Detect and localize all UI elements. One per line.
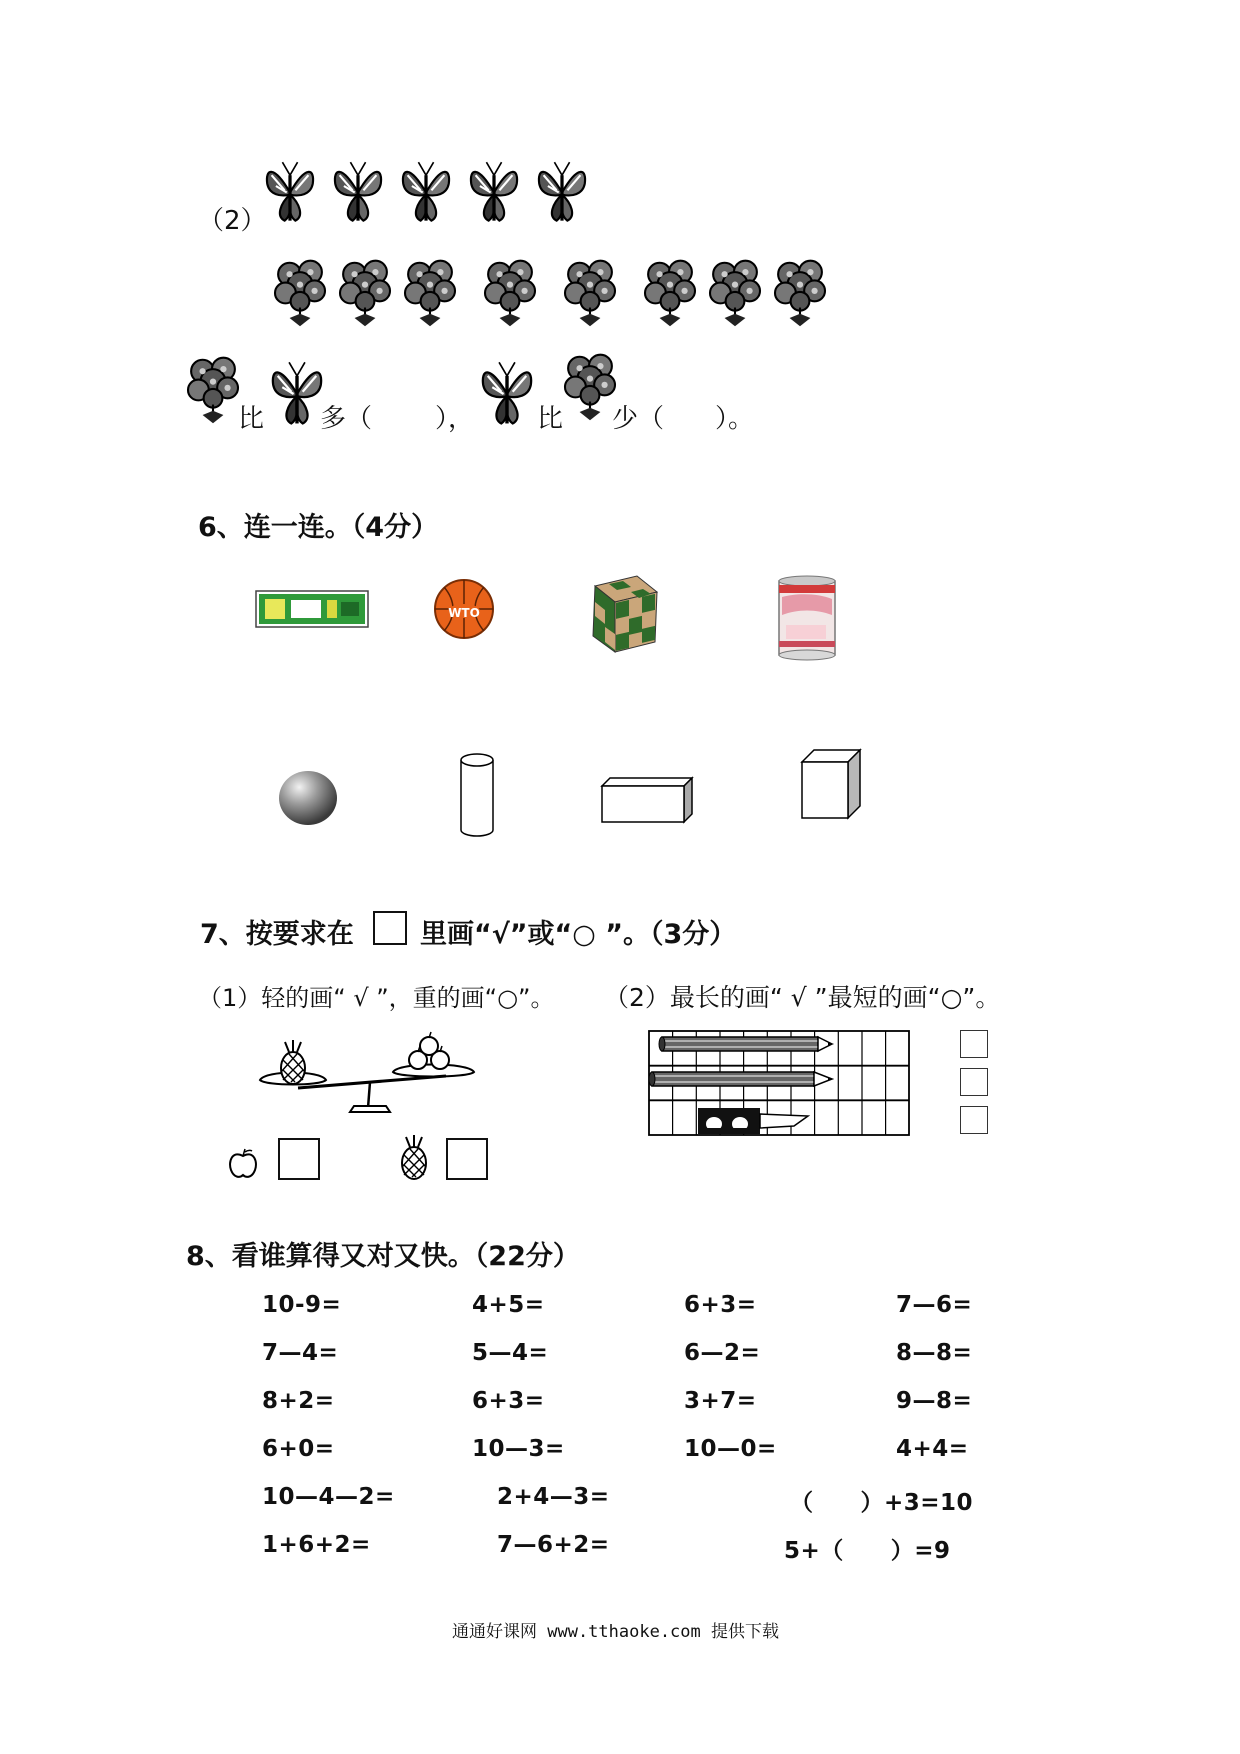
toothpaste-box-icon [255, 590, 370, 628]
flower-icon [645, 258, 695, 330]
q7-title-b: 里画“√”或“○ ”。（3分） [420, 919, 737, 950]
calc-item: 1+6+2= [262, 1532, 371, 1558]
calc-item: 8+2= [262, 1388, 335, 1414]
calc-item: 6+3= [684, 1292, 757, 1318]
calc-item: 10—3= [472, 1436, 565, 1462]
basketball-icon [434, 577, 494, 641]
calc-item: 10—0= [684, 1436, 777, 1462]
length-answer-box-3[interactable] [960, 1106, 988, 1134]
ball-text: WTO [448, 606, 480, 620]
calc-item: 8—8= [896, 1340, 973, 1366]
flower-icon [710, 258, 760, 330]
pineapple-answer-box[interactable] [446, 1138, 488, 1180]
pencil-medium [649, 1072, 834, 1086]
calc-item: 7—6+2= [497, 1532, 610, 1558]
compare-text: 多（ [320, 404, 373, 434]
milk-can-icon [776, 575, 838, 661]
q7-part1-text: （1）轻的画“ √ ”，重的画“○”。 [198, 984, 555, 1012]
cube-shape [800, 748, 862, 820]
sphere-shape [278, 768, 338, 828]
calc-item: 7—6= [896, 1292, 973, 1318]
flower-icon [340, 258, 390, 330]
apple-icon [228, 1148, 258, 1180]
calc-item: 6—2= [684, 1340, 761, 1366]
q7-part2-text: （2）最长的画“ √ ”最短的画“○”。 [604, 983, 1001, 1012]
butterfly-icon [268, 360, 326, 428]
answer-box-sample [373, 911, 407, 945]
calc-item: 7—4= [262, 1340, 339, 1366]
q8-title: 8、看谁算得又对又快。（22分） [186, 1241, 580, 1272]
length-answer-box-2[interactable] [960, 1068, 988, 1096]
checkered-cube-icon [585, 572, 665, 657]
calc-item: 4+5= [472, 1292, 545, 1318]
pineapple-icon [396, 1134, 432, 1182]
butterfly-icon [532, 160, 592, 225]
q5-part2-label: （2） [198, 206, 267, 236]
length-answer-box-1[interactable] [960, 1030, 988, 1058]
compare-text: 比 [537, 404, 564, 434]
pencil-long [659, 1037, 834, 1051]
flower-icon [188, 355, 238, 427]
butterfly-icon [464, 160, 524, 225]
calc-item: 10—4—2= [262, 1484, 395, 1510]
compare-text: 比 [238, 404, 265, 434]
flower-icon [405, 258, 455, 330]
apple-answer-box[interactable] [278, 1138, 320, 1180]
compare-text: ）。 [715, 404, 755, 434]
length-grid [648, 1030, 916, 1138]
calc-item: 3+7= [684, 1388, 757, 1414]
cylinder-shape [458, 752, 496, 838]
flower-icon [485, 258, 535, 330]
calc-item: 6+3= [472, 1388, 545, 1414]
calc-item: 5+（ ）=9 [784, 1538, 951, 1564]
q7-title-a: 7、按要求在 [200, 919, 354, 950]
calc-item: 5—4= [472, 1340, 549, 1366]
flower-icon [275, 258, 325, 330]
page-footer: 通通好课网 www.tthaoke.com 提供下载 [452, 1622, 779, 1642]
butterfly-icon [328, 160, 388, 225]
calc-item: 10-9= [262, 1292, 342, 1318]
calc-item: 2+4—3= [497, 1484, 610, 1510]
calc-item: 4+4= [896, 1436, 969, 1462]
calc-item: 9—8= [896, 1388, 973, 1414]
flower-icon [775, 258, 825, 330]
calc-item: （ ）+3=10 [790, 1490, 974, 1516]
compare-text: 少（ [612, 404, 665, 434]
calc-item: 6+0= [262, 1436, 335, 1462]
butterfly-icon [396, 160, 456, 225]
cuboid-shape [600, 776, 695, 824]
butterfly-icon [260, 160, 320, 225]
compare-text: ）， [435, 404, 475, 434]
flower-icon [565, 352, 615, 424]
butterfly-icon [478, 360, 536, 428]
flower-icon [565, 258, 615, 330]
balance-scale-icon [258, 1040, 480, 1124]
q6-title: 6、连一连。（4分） [198, 512, 439, 543]
